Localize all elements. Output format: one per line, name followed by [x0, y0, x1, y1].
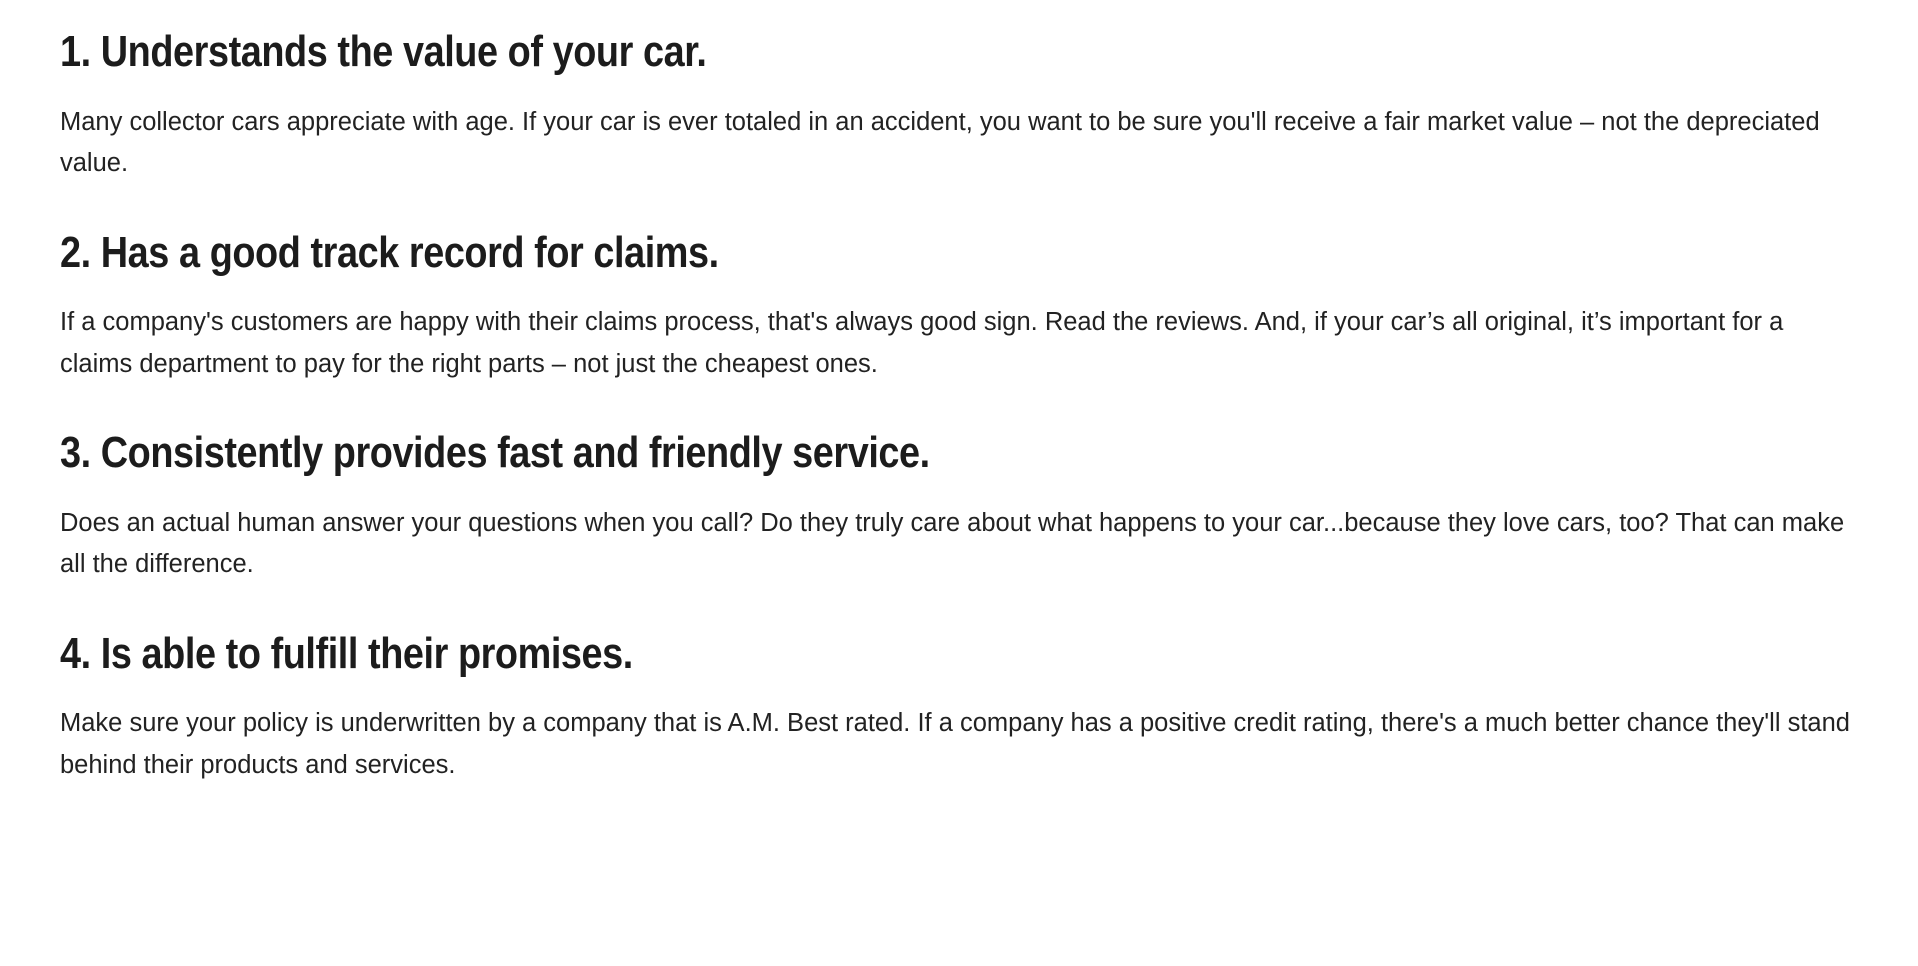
article-section	[60, 26, 1858, 185]
section-body-4: Make sure your policy is underwritten by a company that is A.M. Best rated. If a company has a positive credit rating, there's a much better chance they'll stand behind their products and services.	[60, 709, 1850, 779]
section-heading-1: 1. Understands the value of your car.	[60, 27, 707, 76]
section-body-2: If a company's customers are happy with their claims process, that's always good sign. Read the reviews. And, if your car’s all original, it’s important for a claims department to pay for the right parts – not just the cheapest ones.	[60, 308, 1784, 378]
article-section	[60, 628, 1858, 787]
section-heading-3: 3. Consistently provides fast and friendly service.	[60, 428, 930, 477]
section-heading-2: 2. Has a good track record for claims.	[60, 227, 719, 277]
article-section	[60, 427, 1858, 586]
section-heading-4: 4. Is able to fulfill their promises.	[60, 628, 633, 678]
section-body-3: Does an actual human answer your questions when you call? Do they truly care about what happens to your car...because they love cars, too? That can make all the difference.	[60, 508, 1845, 579]
section-body-1: Many collector cars appreciate with age. If your car is ever totaled in an accident, you want to be sure you'll receive a fair market value – not the depreciated value.	[60, 107, 1820, 178]
article-section	[60, 227, 1858, 386]
